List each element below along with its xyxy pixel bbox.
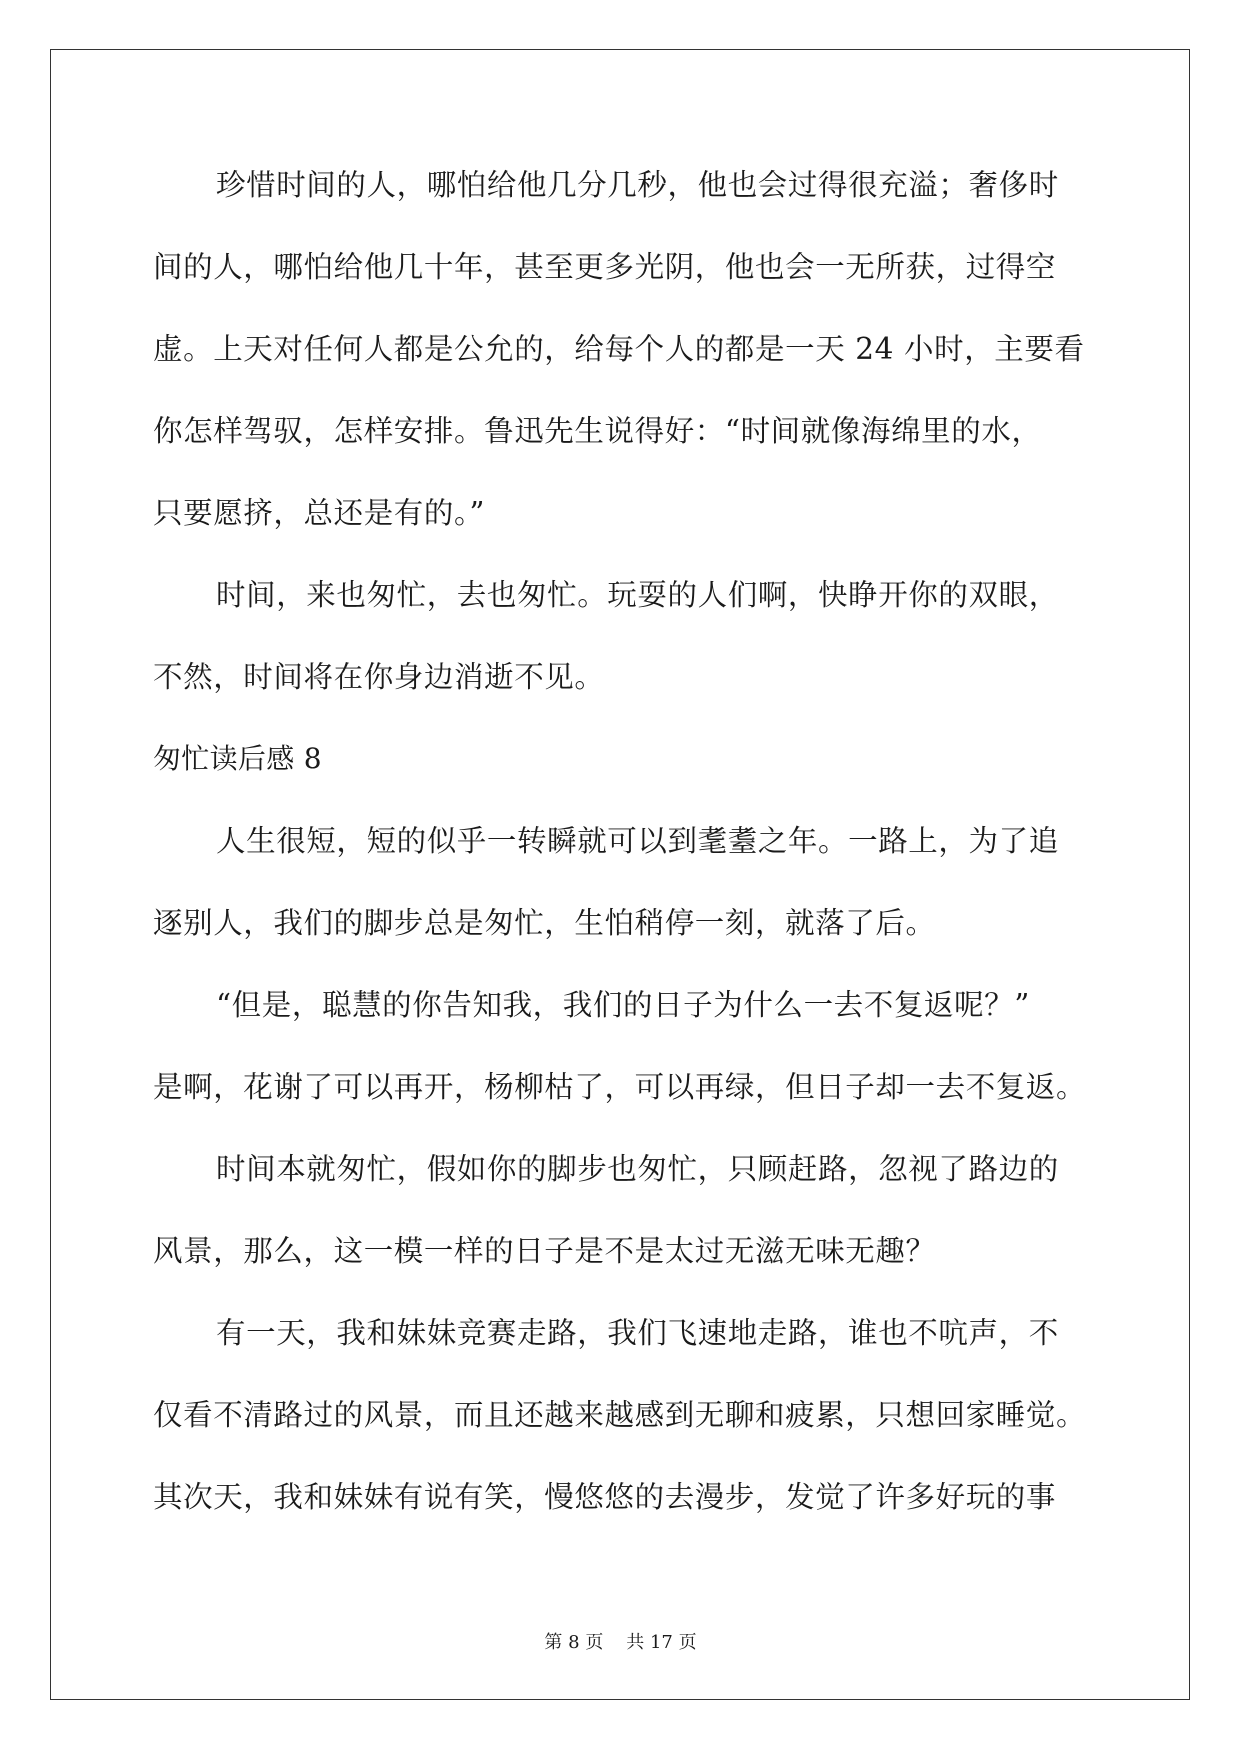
text-line: 珍惜时间的人，哪怕给他几分几秒，他也会过得很充溢；奢侈时 [216,168,1059,202]
text-line: 不然，时间将在你身边消逝不见。 [153,660,605,694]
section-heading: 匆忙读后感 8 [153,742,322,775]
text-line: 仅看不清路过的风景，而且还越来越感到无聊和疲累，只想回家睡觉。 [153,1398,1087,1432]
text-line: 逐别人，我们的脚步总是匆忙，生怕稍停一刻，就落了后。 [153,906,936,940]
page-total: 共 17 页 [626,1632,697,1653]
text-line: 只要愿挤，总还是有的。” [153,496,486,530]
text-line: 是啊，花谢了可以再开，杨柳枯了，可以再绿，但日子却一去不复返。 [153,1070,1087,1104]
text-line: 人生很短，短的似乎一转瞬就可以到耄耋之年。一路上，为了追 [216,824,1059,858]
text-line: 虚。上天对任何人都是公允的，给每个人的都是一天 24 小时，主要看 [153,332,1085,366]
text-line: 其次天，我和妹妹有说有笑，慢悠悠的去漫步，发觉了许多好玩的事 [153,1480,1057,1514]
page-number: 第 8 页 [544,1632,604,1653]
text-line: “但是，聪慧的你告知我，我们的日子为什么一去不复返呢？” [216,988,1030,1022]
text-line: 你怎样驾驭，怎样安排。鲁迅先生说得好：“时间就像海绵里的水， [153,414,1042,448]
document-body [153,162,1089,1556]
text-line: 风景，那么，这一模一样的日子是不是太过无滋无味无趣？ [153,1234,936,1268]
text-line: 有一天，我和妹妹竞赛走路，我们飞速地走路，谁也不吭声，不 [216,1316,1059,1350]
text-line: 时间，来也匆忙，去也匆忙。玩耍的人们啊，快睁开你的双眼， [216,578,1059,612]
text-line: 时间本就匆忙，假如你的脚步也匆忙，只顾赶路，忽视了路边的 [216,1152,1059,1186]
page-footer [0,1631,1241,1655]
text-line: 间的人，哪怕给他几十年，甚至更多光阴，他也会一无所获，过得空 [153,250,1057,284]
